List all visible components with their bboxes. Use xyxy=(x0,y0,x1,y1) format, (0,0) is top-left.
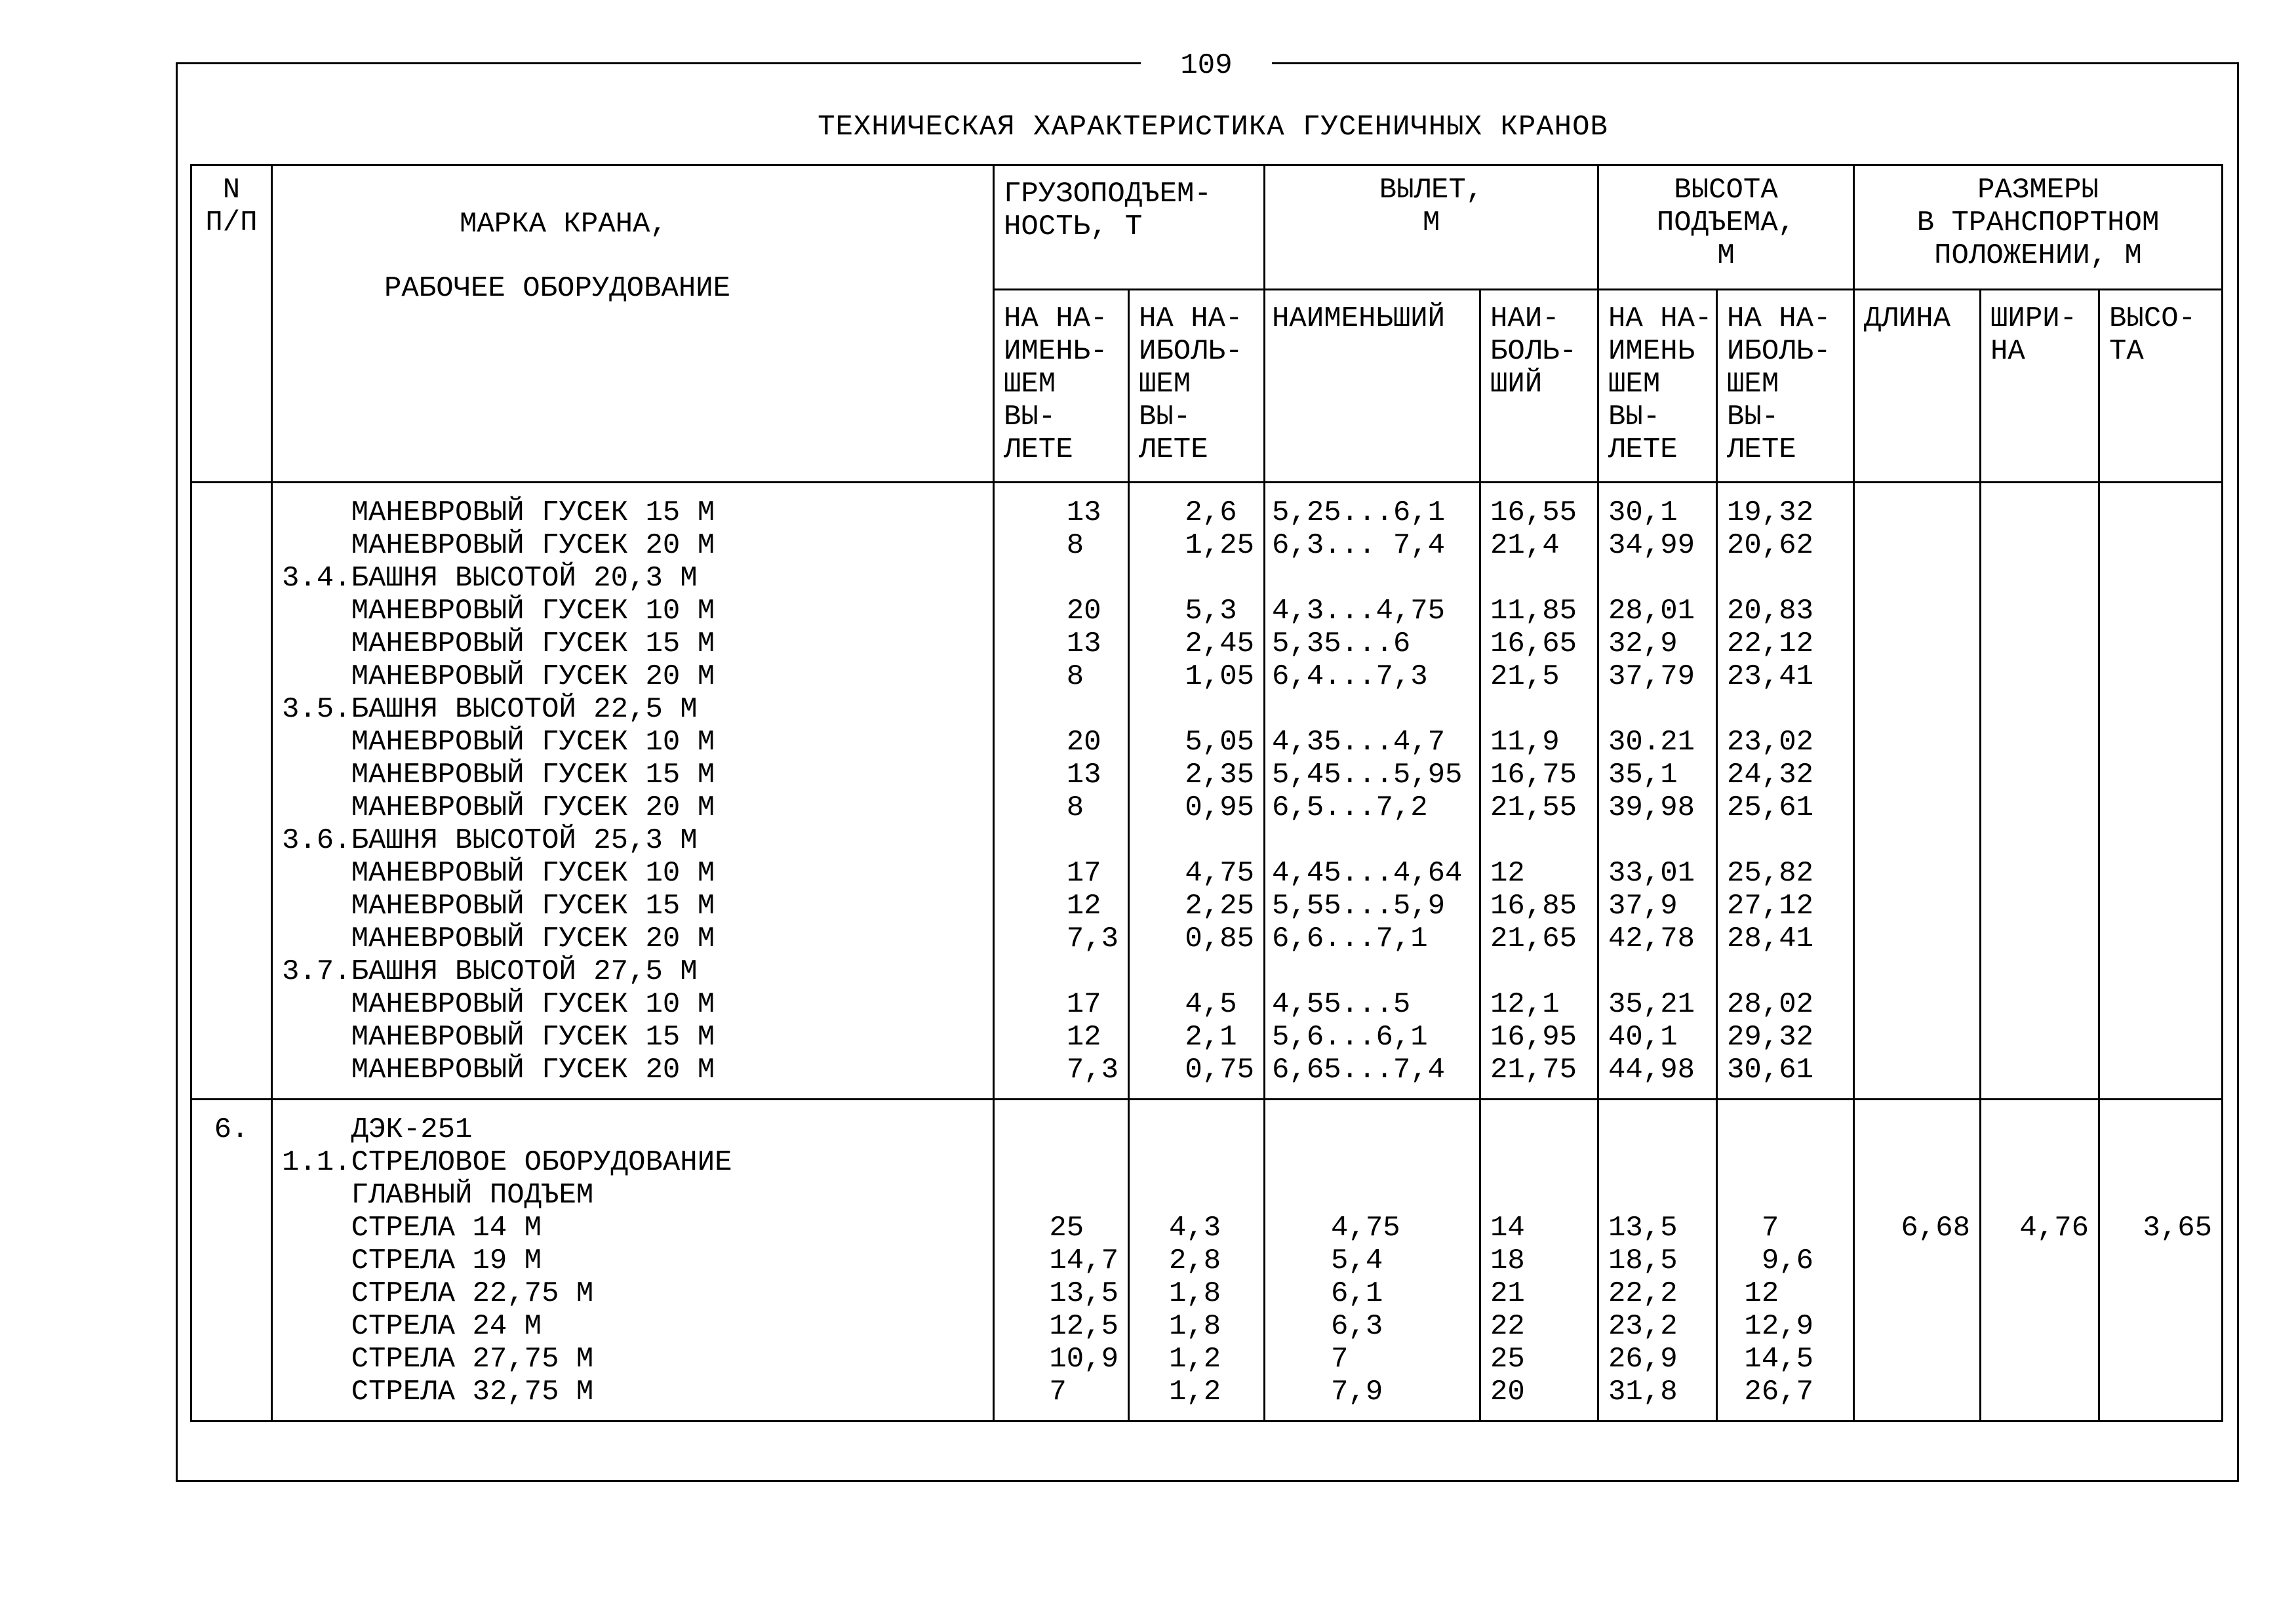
cell-line: 20 xyxy=(1066,595,1118,627)
cell-line: 29,32 xyxy=(1727,1021,1814,1054)
cell-line xyxy=(1855,1244,1970,1277)
cell-line: 1,2 xyxy=(1169,1376,1221,1408)
cell-line: 5,05 xyxy=(1185,726,1255,759)
cell-line: 30.21 xyxy=(1608,726,1695,759)
cell-line: 21,55 xyxy=(1490,791,1577,824)
cell-line: 5,3 xyxy=(1185,595,1255,627)
cell-line: СТРЕЛА 14 М xyxy=(282,1212,542,1244)
cell-line: 7 xyxy=(1331,1343,1400,1376)
cell-line: 21 xyxy=(1490,1277,1525,1310)
cell-line: 12,9 xyxy=(1727,1310,1814,1343)
cell-line xyxy=(2100,1376,2212,1408)
cell-line: 17 xyxy=(1066,857,1118,890)
cell-line: МАНЕВРОВЫЙ ГУСЕК 20 М xyxy=(282,923,715,955)
cell-line: СТРЕЛА 24 М xyxy=(282,1310,542,1343)
cell-line: 8 xyxy=(1066,660,1118,693)
cell-line: 22,12 xyxy=(1727,627,1814,660)
width-cell xyxy=(1981,483,2099,1100)
cell-line xyxy=(1608,955,1716,988)
cell-line xyxy=(1855,1376,1970,1408)
header-height-min: НА НА- ИМЕНЬ ШЕМ ВЫ- ЛЕТЕ xyxy=(1598,290,1717,483)
cell-line: 37,9 xyxy=(1608,890,1678,923)
cell-line: 31,8 xyxy=(1608,1376,1678,1408)
cell-line: 5,55...5,9 xyxy=(1272,890,1446,923)
cell-line xyxy=(1855,1343,1970,1376)
cell-line: МАНЕВРОВЫЙ ГУСЕК 10 М xyxy=(282,857,715,890)
cell-line xyxy=(1272,955,1479,988)
cell-line: 25,82 xyxy=(1727,857,1814,890)
cell-line: 25 xyxy=(1490,1343,1525,1376)
cell-line xyxy=(1331,1113,1470,1146)
cell-line: 4,75 xyxy=(1185,857,1255,890)
reach-max-cell xyxy=(1480,483,1598,1100)
header-reach-max: НАИ- БОЛЬ- ШИЙ xyxy=(1480,290,1598,483)
cell-line xyxy=(1855,1179,1970,1212)
cell-line: 27,12 xyxy=(1727,890,1814,923)
cell-line: 8 xyxy=(1066,529,1118,562)
cell-line xyxy=(995,562,1118,595)
section-row-dek251 xyxy=(191,1100,2223,1422)
cell-line xyxy=(2100,1113,2212,1146)
height-cell xyxy=(2099,483,2223,1100)
cell-line: 6,6...7,1 xyxy=(1272,923,1428,955)
cell-line xyxy=(1490,1146,1597,1179)
cell-line: 35,1 xyxy=(1608,759,1678,791)
cell-line: 5,45...5,95 xyxy=(1272,759,1463,791)
cap-min-cell xyxy=(994,483,1129,1100)
cell-line: ГЛАВНЫЙ ПОДЪЕМ xyxy=(282,1179,594,1212)
cap-max-cell xyxy=(1129,483,1265,1100)
cell-line: 16,55 xyxy=(1490,496,1577,529)
cell-line xyxy=(1130,693,1254,726)
cell-line: 1,25 xyxy=(1185,529,1255,562)
header-cap-max: НА НА- ИБОЛЬ- ШЕМ ВЫ- ЛЕТЕ xyxy=(1129,290,1265,483)
cell-line: 14,5 xyxy=(1727,1343,1814,1376)
cell-line: 6,65...7,4 xyxy=(1272,1054,1446,1086)
names-cell xyxy=(272,1100,994,1422)
cell-line xyxy=(1331,1146,1470,1179)
cell-line: 6,68 xyxy=(1901,1212,1971,1244)
cell-line: 1,05 xyxy=(1185,660,1255,693)
cell-line: 17 xyxy=(1066,988,1118,1021)
cell-line: 28,02 xyxy=(1727,988,1814,1021)
cell-line: 20 xyxy=(1066,726,1118,759)
height-min-cell xyxy=(1598,483,1717,1100)
header-reach: ВЫЛЕТ, М xyxy=(1265,165,1598,290)
cell-line: 2,8 xyxy=(1169,1244,1221,1277)
cell-line xyxy=(1727,955,1853,988)
cell-line xyxy=(1855,1310,1970,1343)
page-title: ТЕХНИЧЕСКАЯ ХАРАКТЕРИСТИКА ГУСЕНИЧНЫХ КРАНОВ xyxy=(818,111,1608,144)
cell-line: 14,7 xyxy=(1049,1244,1118,1277)
cell-line: МАНЕВРОВЫЙ ГУСЕК 15 М xyxy=(282,1021,715,1054)
cell-line: 21,4 xyxy=(1490,529,1560,562)
cell-line: 6,4...7,3 xyxy=(1272,660,1428,693)
cell-line: 4,75 xyxy=(1331,1212,1400,1244)
header-name xyxy=(272,165,994,483)
cell-line xyxy=(1490,1113,1597,1146)
cell-line: 12,5 xyxy=(1049,1310,1118,1343)
cell-line xyxy=(1130,824,1254,857)
cell-line: МАНЕВРОВЫЙ ГУСЕК 15 М xyxy=(282,496,715,529)
cell-line xyxy=(1130,955,1254,988)
cell-line: ДЭК-251 xyxy=(282,1113,473,1146)
height-max-cell xyxy=(1717,1100,1854,1422)
reach-min-cell xyxy=(1265,1100,1480,1422)
cell-line: 24,32 xyxy=(1727,759,1814,791)
cell-line: 21,5 xyxy=(1490,660,1560,693)
cell-line: 13,5 xyxy=(1049,1277,1118,1310)
cell-line xyxy=(1981,1310,2089,1343)
cell-line: 6,3 xyxy=(1331,1310,1400,1343)
cell-line: 7,3 xyxy=(1066,923,1118,955)
cell-line: 0,75 xyxy=(1185,1054,1255,1086)
cell-line xyxy=(1727,1113,1853,1146)
cell-line: 5,6...6,1 xyxy=(1272,1021,1428,1054)
cell-line xyxy=(1490,693,1597,726)
cell-line xyxy=(2100,1310,2212,1343)
cell-line: 4,3 xyxy=(1169,1212,1221,1244)
cell-line: 1,2 xyxy=(1169,1343,1221,1376)
cell-line: МАНЕВРОВЫЙ ГУСЕК 20 М xyxy=(282,660,715,693)
cell-line: 30,1 xyxy=(1608,496,1678,529)
cell-line xyxy=(2100,1244,2212,1277)
cell-line: 11,85 xyxy=(1490,595,1577,627)
cell-line: 13 xyxy=(1066,496,1118,529)
cell-line xyxy=(1272,824,1479,857)
header-length: ДЛИНА xyxy=(1854,290,1981,483)
cell-line: 21,65 xyxy=(1490,923,1577,955)
cell-line: 26,7 xyxy=(1727,1376,1814,1408)
page-number: 109 xyxy=(1141,39,1272,92)
cell-line xyxy=(1981,1179,2089,1212)
cell-line: 5,35...6 xyxy=(1272,627,1411,660)
cell-line xyxy=(995,693,1118,726)
cell-line: 13,5 xyxy=(1608,1212,1678,1244)
length-cell xyxy=(1854,483,1981,1100)
length-cell xyxy=(1854,1100,1981,1422)
cell-line: 13 xyxy=(1066,627,1118,660)
cell-line: 4,55...5 xyxy=(1272,988,1411,1021)
section-row-tower xyxy=(191,483,2223,1100)
cell-line: 1,8 xyxy=(1169,1277,1221,1310)
height-min-cell xyxy=(1598,1100,1717,1422)
cell-line xyxy=(1727,693,1853,726)
cell-line: 4,35...4,7 xyxy=(1272,726,1446,759)
cell-line xyxy=(1272,693,1479,726)
cell-line: 12 xyxy=(1490,857,1525,890)
cell-line: 25 xyxy=(1049,1212,1118,1244)
cell-line: 26,9 xyxy=(1608,1343,1678,1376)
cell-line: 30,61 xyxy=(1727,1054,1814,1086)
reach-min-cell xyxy=(1265,483,1480,1100)
cell-line xyxy=(1981,1244,2089,1277)
cell-line: 4,45...4,64 xyxy=(1272,857,1463,890)
cell-line: МАНЕВРОВЫЙ ГУСЕК 20 М xyxy=(282,791,715,824)
crane-spec-table xyxy=(190,164,2223,1422)
cell-line xyxy=(1608,1146,1716,1179)
cell-line: 20,62 xyxy=(1727,529,1814,562)
cell-line: 6,1 xyxy=(1331,1277,1400,1310)
cell-line: СТРЕЛА 22,75 М xyxy=(282,1277,594,1310)
cell-line: СТРЕЛА 19 М xyxy=(282,1244,542,1277)
header-height: ВЫСО- ТА xyxy=(2099,290,2223,483)
header-row-1 xyxy=(191,165,2223,290)
cell-line: 5,25...6,1 xyxy=(1272,496,1446,529)
cell-line: 8 xyxy=(1066,791,1118,824)
cell-line: 25,61 xyxy=(1727,791,1814,824)
cell-line: 39,98 xyxy=(1608,791,1695,824)
cap-min-cell xyxy=(994,1100,1129,1422)
cell-line: 32,9 xyxy=(1608,627,1678,660)
cell-line xyxy=(1169,1179,1254,1212)
cell-line: 3,65 xyxy=(2143,1212,2213,1244)
header-cap-min: НА НА- ИМЕНЬ- ШЕМ ВЫ- ЛЕТЕ xyxy=(994,290,1129,483)
cell-line xyxy=(1727,1179,1853,1212)
cell-line: 20 xyxy=(1490,1376,1525,1408)
cell-line: 16,65 xyxy=(1490,627,1577,660)
cell-line: 6,3... 7,4 xyxy=(1272,529,1446,562)
cell-line: 7 xyxy=(1727,1212,1779,1244)
cell-line: 19,32 xyxy=(1727,496,1814,529)
cell-line xyxy=(1331,1179,1470,1212)
cell-line: 42,78 xyxy=(1608,923,1695,955)
cell-line: СТРЕЛА 32,75 М xyxy=(282,1376,594,1408)
cell-line: 2,35 xyxy=(1185,759,1255,791)
header-width: ШИРИ- НА xyxy=(1981,290,2099,483)
header-capacity: ГРУЗОПОДЪЕМ- НОСТЬ, Т xyxy=(994,165,1265,290)
cell-line: 14 xyxy=(1490,1212,1525,1244)
cell-line: 0,95 xyxy=(1185,791,1255,824)
cell-line: 10,9 xyxy=(1049,1343,1118,1376)
cell-line: 11,9 xyxy=(1490,726,1560,759)
cell-line: 23,2 xyxy=(1608,1310,1678,1343)
cell-line: 34,99 xyxy=(1608,529,1695,562)
names-cell xyxy=(272,483,994,1100)
cell-line xyxy=(1608,1179,1716,1212)
cell-line xyxy=(1855,1113,1970,1146)
cell-line: 4,5 xyxy=(1185,988,1255,1021)
cell-line xyxy=(2100,1277,2212,1310)
cell-line: 0,85 xyxy=(1185,923,1255,955)
cell-line: 28,01 xyxy=(1608,595,1695,627)
cell-line xyxy=(1727,1146,1853,1179)
cell-line xyxy=(1608,562,1716,595)
height-max-cell xyxy=(1717,483,1854,1100)
cell-line xyxy=(995,1146,1118,1179)
cap-max-cell xyxy=(1129,1100,1265,1422)
cell-line: 4,76 xyxy=(2019,1212,2089,1244)
cell-line: 22 xyxy=(1490,1310,1525,1343)
cell-line xyxy=(1727,562,1853,595)
cell-line: 7,9 xyxy=(1331,1376,1400,1408)
header-name-line1: МАРКА КРАНА, xyxy=(460,208,667,241)
cell-line: МАНЕВРОВЫЙ ГУСЕК 15 М xyxy=(282,890,715,923)
cell-line: 6,5...7,2 xyxy=(1272,791,1428,824)
cell-line: 33,01 xyxy=(1608,857,1695,890)
cell-line: 7,3 xyxy=(1066,1054,1118,1086)
cell-line xyxy=(1490,955,1597,988)
cell-line xyxy=(1981,1277,2089,1310)
cell-line: 13 xyxy=(1066,759,1118,791)
cell-line: 2,25 xyxy=(1185,890,1255,923)
cell-line xyxy=(1130,562,1254,595)
cell-line xyxy=(1490,562,1597,595)
cell-line: 18 xyxy=(1490,1244,1525,1277)
cell-line xyxy=(995,1179,1118,1212)
cell-line xyxy=(1169,1113,1254,1146)
cell-line xyxy=(2100,1179,2212,1212)
cell-line xyxy=(995,1113,1118,1146)
cell-line: 3.5.БАШНЯ ВЫСОТОЙ 22,5 М xyxy=(282,693,698,726)
row-num xyxy=(191,483,272,1100)
cell-line xyxy=(1981,1146,2089,1179)
header-reach-min: НАИМЕНЬШИЙ xyxy=(1265,290,1480,483)
row-num: 6. xyxy=(191,1100,272,1422)
cell-line xyxy=(995,955,1118,988)
cell-line: МАНЕВРОВЫЙ ГУСЕК 20 М xyxy=(282,529,715,562)
cell-line: 20,83 xyxy=(1727,595,1814,627)
header-transport-dims: РАЗМЕРЫ В ТРАНСПОРТНОМ ПОЛОЖЕНИИ, М xyxy=(1854,165,2223,290)
cell-line xyxy=(995,824,1118,857)
cell-line: 28,41 xyxy=(1727,923,1814,955)
cell-line xyxy=(1169,1146,1254,1179)
cell-line: 2,1 xyxy=(1185,1021,1255,1054)
cell-line: 16,85 xyxy=(1490,890,1577,923)
cell-line xyxy=(1727,824,1853,857)
cell-line: 37,79 xyxy=(1608,660,1695,693)
cell-line: 23,41 xyxy=(1727,660,1814,693)
cell-line xyxy=(2100,1343,2212,1376)
cell-line: 44,98 xyxy=(1608,1054,1695,1086)
cell-line: 3.7.БАШНЯ ВЫСОТОЙ 27,5 М xyxy=(282,955,698,988)
cell-line: 21,75 xyxy=(1490,1054,1577,1086)
header-lift-height: ВЫСОТА ПОДЪЕМА, М xyxy=(1598,165,1854,290)
cell-line: 7 xyxy=(1049,1376,1118,1408)
cell-line: 12,1 xyxy=(1490,988,1560,1021)
cell-line xyxy=(2100,1146,2212,1179)
cell-line: 23,02 xyxy=(1727,726,1814,759)
cell-line xyxy=(1855,1277,1970,1310)
cell-line: 12 xyxy=(1727,1277,1779,1310)
header-name-line2: РАБОЧЕЕ ОБОРУДОВАНИЕ xyxy=(384,272,731,305)
cell-line xyxy=(1490,1179,1597,1212)
cell-line xyxy=(1981,1343,2089,1376)
cell-line: 40,1 xyxy=(1608,1021,1678,1054)
cell-line xyxy=(1981,1376,2089,1408)
cell-line: 2,6 xyxy=(1185,496,1255,529)
cell-line xyxy=(1855,1146,1970,1179)
header-height-max: НА НА- ИБОЛЬ- ШЕМ ВЫ- ЛЕТЕ xyxy=(1717,290,1854,483)
cell-line: 2,45 xyxy=(1185,627,1255,660)
cell-line: МАНЕВРОВЫЙ ГУСЕК 15 М xyxy=(282,759,715,791)
cell-line: МАНЕВРОВЫЙ ГУСЕК 20 М xyxy=(282,1054,715,1086)
cell-line: МАНЕВРОВЫЙ ГУСЕК 10 М xyxy=(282,988,715,1021)
reach-max-cell xyxy=(1480,1100,1598,1422)
cell-line: 12 xyxy=(1066,1021,1118,1054)
cell-line: 1,8 xyxy=(1169,1310,1221,1343)
cell-line: 22,2 xyxy=(1608,1277,1678,1310)
cell-line xyxy=(1608,1113,1716,1146)
cell-line: 1.1.СТРЕЛОВОЕ ОБОРУДОВАНИЕ xyxy=(282,1146,732,1179)
header-num: N П/П xyxy=(191,165,272,483)
cell-line xyxy=(1490,824,1597,857)
cell-line: 3.6.БАШНЯ ВЫСОТОЙ 25,3 М xyxy=(282,824,698,857)
width-cell xyxy=(1981,1100,2099,1422)
cell-line: МАНЕВРОВЫЙ ГУСЕК 15 М xyxy=(282,627,715,660)
cell-line: СТРЕЛА 27,75 М xyxy=(282,1343,594,1376)
cell-line: МАНЕВРОВЫЙ ГУСЕК 10 М xyxy=(282,726,715,759)
cell-line: 3.4.БАШНЯ ВЫСОТОЙ 20,3 М xyxy=(282,562,698,595)
cell-line: МАНЕВРОВЫЙ ГУСЕК 10 М xyxy=(282,595,715,627)
cell-line: 9,6 xyxy=(1727,1244,1814,1277)
cell-line: 5,4 xyxy=(1331,1244,1400,1277)
cell-line xyxy=(1608,824,1716,857)
cell-line: 35,21 xyxy=(1608,988,1695,1021)
cell-line xyxy=(1981,1113,2089,1146)
cell-line: 16,95 xyxy=(1490,1021,1577,1054)
cell-line: 12 xyxy=(1066,890,1118,923)
cell-line: 4,3...4,75 xyxy=(1272,595,1446,627)
cell-line xyxy=(1272,562,1479,595)
cell-line: 16,75 xyxy=(1490,759,1577,791)
height-cell xyxy=(2099,1100,2223,1422)
cell-line: 18,5 xyxy=(1608,1244,1678,1277)
cell-line xyxy=(1608,693,1716,726)
